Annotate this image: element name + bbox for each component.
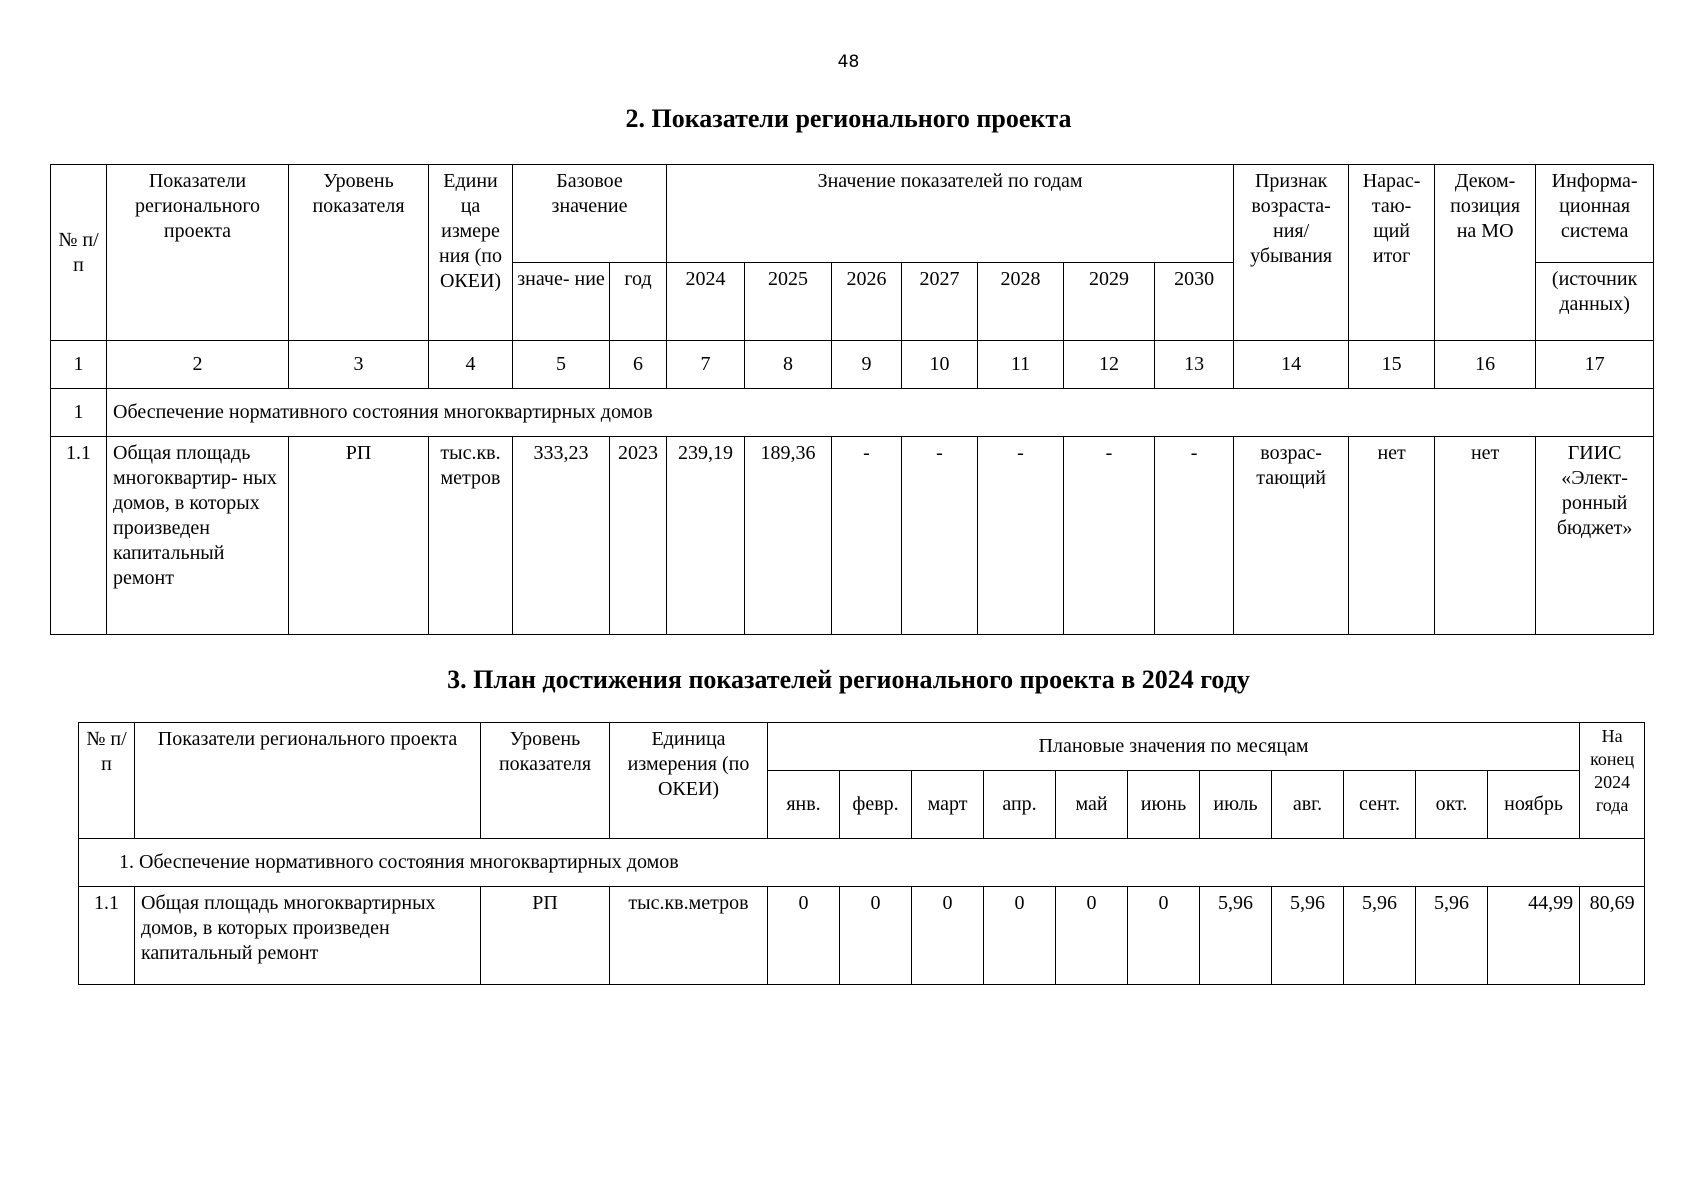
row-base-value: 333,23 <box>513 437 610 635</box>
header-info-source: (источник данных) <box>1536 263 1654 341</box>
t3-header-num: № п/п <box>79 723 135 839</box>
t3-row-indicator: Общая площадь многоквартирных домов, в которых произведен капитальный ремонт <box>135 887 481 985</box>
section-2-title: 2. Показатели регионального проекта <box>625 104 1072 133</box>
t3-row-month-value: 0 <box>840 887 912 985</box>
col-number: 15 <box>1349 341 1435 389</box>
header-year: 2028 <box>978 263 1064 341</box>
t3-header-month: июль <box>1200 771 1272 839</box>
page-number: 48 <box>837 52 860 72</box>
col-number: 13 <box>1155 341 1234 389</box>
row-decomposition: нет <box>1435 437 1536 635</box>
col-number: 7 <box>667 341 745 389</box>
t3-header-month: апр. <box>984 771 1056 839</box>
col-number: 17 <box>1536 341 1654 389</box>
col-number: 14 <box>1234 341 1349 389</box>
col-number: 11 <box>978 341 1064 389</box>
header-base: Базовое значение <box>513 165 667 263</box>
header-level: Уровень показателя <box>289 165 429 341</box>
row-value: 189,36 <box>745 437 832 635</box>
t3-row-month-value: 0 <box>912 887 984 985</box>
col-number: 1 <box>51 341 107 389</box>
header-indicator: Показатели регионального проекта <box>107 165 289 341</box>
row-value: - <box>902 437 978 635</box>
row-trend: возрас- тающий <box>1234 437 1349 635</box>
row-level: РП <box>289 437 429 635</box>
col-number: 9 <box>832 341 902 389</box>
header-unit: Едини ца измере ния (по ОКЕИ) <box>429 165 513 341</box>
header-year: 2026 <box>832 263 902 341</box>
section-row-text: Обеспечение нормативного состояния многоквартирных домов <box>107 389 1654 437</box>
col-number: 2 <box>107 341 289 389</box>
row-base-year: 2023 <box>610 437 667 635</box>
t3-header-unit: Единица измерения (по ОКЕИ) <box>610 723 768 839</box>
t3-row-unit: тыс.кв.метров <box>610 887 768 985</box>
col-number: 8 <box>745 341 832 389</box>
t3-row-month-value: 0 <box>1128 887 1200 985</box>
t3-header-month: май <box>1056 771 1128 839</box>
t3-row-month-value: 5,96 <box>1200 887 1272 985</box>
row-info-system: ГИИС «Элект- ронный бюджет» <box>1536 437 1654 635</box>
header-year: 2025 <box>745 263 832 341</box>
header-year: 2027 <box>902 263 978 341</box>
t3-header-month: сент. <box>1344 771 1416 839</box>
header-base-year: год <box>610 263 667 341</box>
row-value: - <box>832 437 902 635</box>
header-year: 2029 <box>1064 263 1155 341</box>
t3-header-month: авг. <box>1272 771 1344 839</box>
header-years-group: Значение показателей по годам <box>667 165 1234 263</box>
col-number: 3 <box>289 341 429 389</box>
header-num: № п/п <box>51 165 107 341</box>
header-year: 2030 <box>1155 263 1234 341</box>
t3-header-months-group: Плановые значения по месяцам <box>768 723 1580 771</box>
row-num: 1.1 <box>51 437 107 635</box>
row-value: 239,19 <box>667 437 745 635</box>
t3-header-level: Уровень показателя <box>481 723 610 839</box>
header-decomposition: Деком- позиция на МО <box>1435 165 1536 341</box>
col-number: 6 <box>610 341 667 389</box>
row-indicator: Общая площадь многоквартир- ных домов, в которых произведен капитальный ремонт <box>107 437 289 635</box>
t3-row-month-value: 5,96 <box>1416 887 1488 985</box>
col-number: 12 <box>1064 341 1155 389</box>
t3-row-year-end: 80,69 <box>1580 887 1645 985</box>
header-cumulative: Нарас- таю- щий итог <box>1349 165 1435 341</box>
t3-row-level: РП <box>481 887 610 985</box>
t3-section-row-text: 1. Обеспечение нормативного состояния многоквартирных домов <box>79 839 1645 887</box>
t3-header-month: март <box>912 771 984 839</box>
t3-row-month-value: 5,96 <box>1272 887 1344 985</box>
indicators-table <box>50 164 1654 635</box>
header-base-value: значе- ние <box>513 263 610 341</box>
section-3-title: 3. План достижения показателей регионального проекта в 2024 году <box>447 665 1250 694</box>
t3-header-indicator: Показатели регионального проекта <box>135 723 481 839</box>
t3-header-month: окт. <box>1416 771 1488 839</box>
t3-header-year-end: На конец 2024 года <box>1580 723 1645 839</box>
section-row-num: 1 <box>51 389 107 437</box>
col-number: 16 <box>1435 341 1536 389</box>
t3-header-month: июнь <box>1128 771 1200 839</box>
row-unit: тыс.кв. метров <box>429 437 513 635</box>
t3-header-month: февр. <box>840 771 912 839</box>
header-year: 2024 <box>667 263 745 341</box>
col-number: 5 <box>513 341 610 389</box>
col-number: 10 <box>902 341 978 389</box>
row-value: - <box>1064 437 1155 635</box>
t3-row-month-value: 5,96 <box>1344 887 1416 985</box>
t3-row-num: 1.1 <box>79 887 135 985</box>
t3-header-month: ноябрь <box>1488 771 1580 839</box>
plan-table <box>78 722 1645 985</box>
t3-row-month-value: 0 <box>768 887 840 985</box>
row-cumulative: нет <box>1349 437 1435 635</box>
col-number: 4 <box>429 341 513 389</box>
row-value: - <box>978 437 1064 635</box>
header-info-system: Информа- ционная система <box>1536 165 1654 263</box>
t3-row-month-value: 44,99 <box>1488 887 1580 985</box>
row-value: - <box>1155 437 1234 635</box>
t3-row-month-value: 0 <box>1056 887 1128 985</box>
t3-header-month: янв. <box>768 771 840 839</box>
t3-row-month-value: 0 <box>984 887 1056 985</box>
header-trend: Признак возраста- ния/ убывания <box>1234 165 1349 341</box>
